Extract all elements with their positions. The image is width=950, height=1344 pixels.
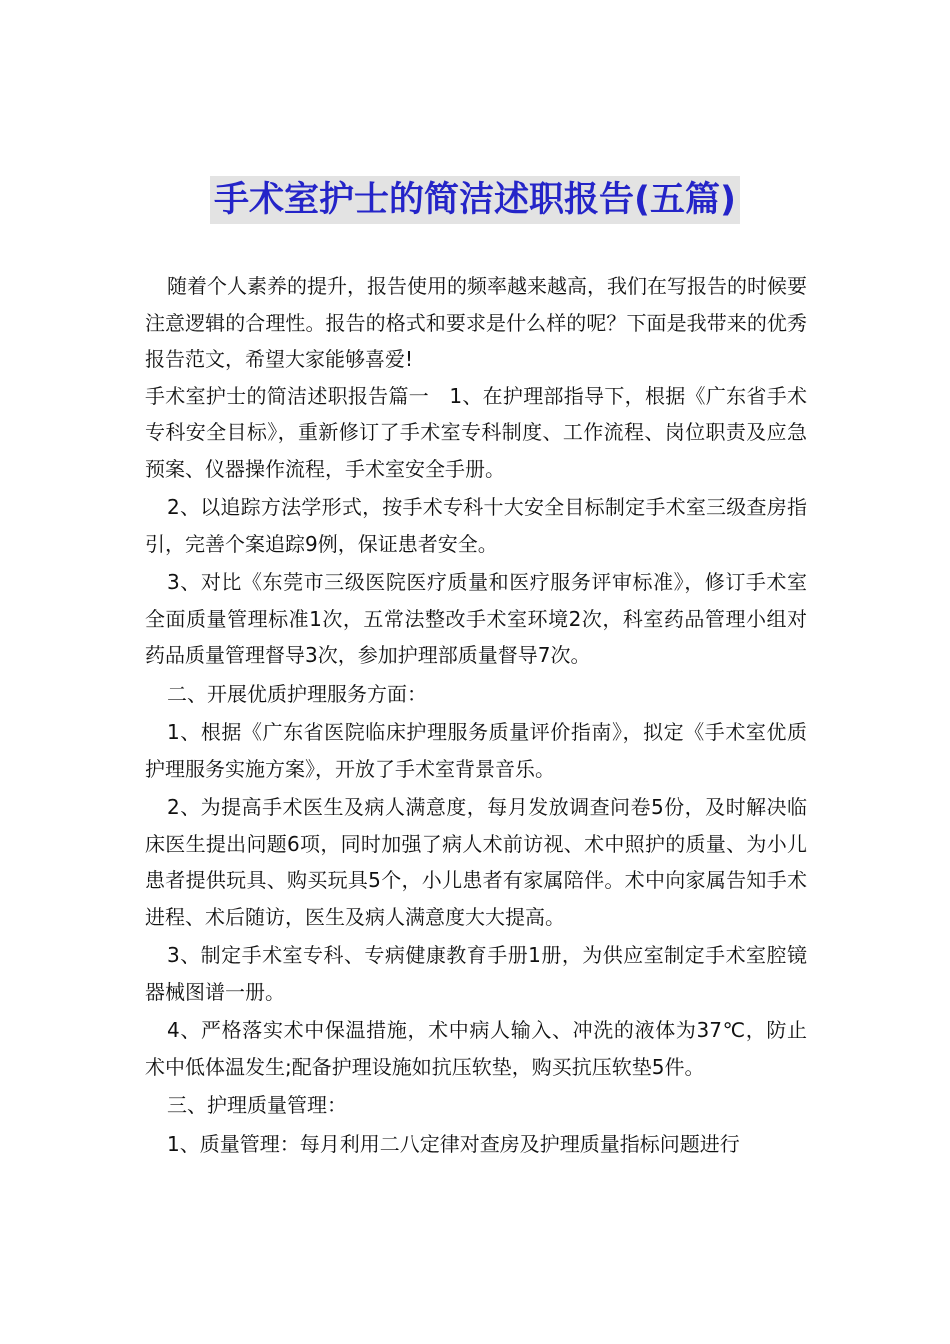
item-paragraph: 3、对比《东莞市三级医院医疗质量和医疗服务评审标准》，修订手术室全面质量管理标准1次，五常法整改手术室环境2次，科室药品管理小组对药品质量管理督导3次，参加护理部质量督导7次。 (145, 570, 807, 667)
document-title: 手术室护士的简洁述职报告(五篇) (210, 176, 740, 224)
item-paragraph: 4、严格落实术中保温措施，术中病人输入、冲洗的液体为37℃，防止术中低体温发生;配备护理设施如抗压软垫，购买抗压软垫5件。 (145, 1018, 807, 1079)
intro-paragraph: 随着个人素养的提升，报告使用的频率越来越高，我们在写报告的时候要注意逻辑的合理性。报告的格式和要求是什么样的呢？下面是我带来的优秀报告范文，希望大家能够喜爱! (145, 274, 807, 371)
item-paragraph: 2、为提高手术医生及病人满意度，每月发放调查问卷5份，及时解决临床医生提出问题6项，同时加强了病人术前访视、术中照护的质量、为小儿患者提供玩具、购买玩具5个，小儿患者有家属陪伴。术中向家属告知手术进程、术后随访，医生及病人满意度大大提高。 (145, 795, 807, 929)
item-paragraph: 1、根据《广东省医院临床护理服务质量评价指南》，拟定《手术室优质护理服务实施方案》，开放了手术室背景音乐。 (145, 720, 807, 781)
item-paragraph: 3、制定手术室专科、专病健康教育手册1册，为供应室制定手术室腔镜器械图谱一册。 (145, 943, 807, 1004)
title-container (0, 176, 950, 224)
item-paragraph: 2、以追踪方法学形式，按手术专科十大安全目标制定手术室三级查房指引，完善个案追踪9例，保证患者安全。 (145, 495, 807, 556)
section-heading: 二、开展优质护理服务方面： (167, 681, 427, 706)
item-paragraph: 1、质量管理：每月利用二八定律对查房及护理质量指标问题进行 (167, 1131, 740, 1156)
section-one-paragraph: 手术室护士的简洁述职报告篇一 1、在护理部指导下，根据《广东省手术专科安全目标》，重新修订了手术室专科制度、工作流程、岗位职责及应急预案、仪器操作流程，手术室安全手册。 (145, 383, 807, 481)
section-heading: 三、护理质量管理： (167, 1093, 347, 1117)
document-body (145, 268, 807, 1162)
